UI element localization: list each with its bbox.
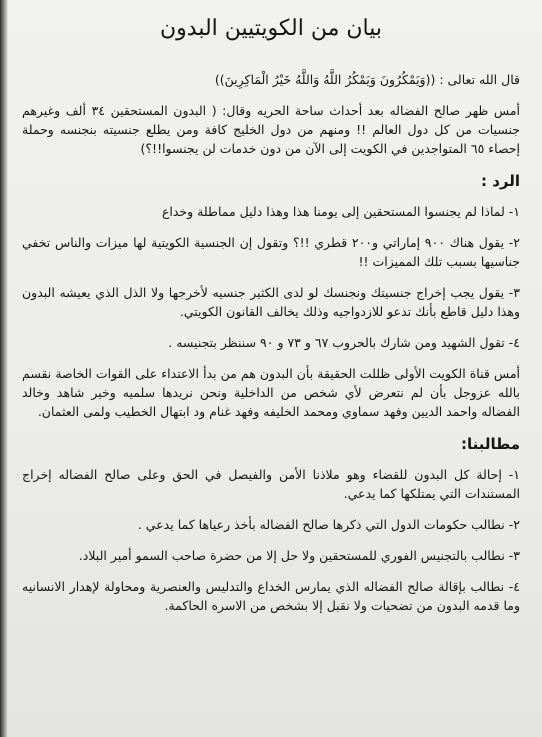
intro-paragraph: أمس ظهر صالح الفضاله بعد أحداث ساحة الحريه وقال: ( البدون المستحقين ٣٤ ألف وغيرهم جنسيات من كل دول العالم !! ومنهم من دول الخليج كافة ومن يطلع جنسيته بنجنسه وحملة إحصاء ٦٥ المتواجدين في الكويت إلى الآن من دون خدمات لن يجنسوا!!؟) [22, 103, 520, 156]
page-edge-shadow [0, 0, 8, 737]
demand-item-2: ٢- نطالب حكومات الدول التي ذكرها صالح الفضاله بأخذ رعياها كما يدعي . [137, 517, 520, 532]
reply-heading: الرد : [480, 172, 520, 190]
demand-item-1: ١- إحالة كل البدون للقضاء وهو ملاذنا الأمن والفيصل في الحق وعلى صالح الفضاله إخراج المستندات التي يمتلكها كما يدعي. [22, 467, 520, 501]
demand-item-3: ٣- نطالب بالتجنيس الفوري للمستحقين ولا حل إلا من حضرة صاحب السمو أمير البلاد. [78, 548, 520, 563]
demands-heading: مطالبنا: [460, 435, 520, 453]
document-body [22, 70, 520, 615]
demand-item-4: ٤- نطالب بإقالة صالح الفضاله الذي يمارس الخداع والتدليس والعنصرية ومحاولة لإهدار الانسانيه وما قدمه البدون من تضحيات ولا نقبل إلا بشخص من الاسره الحاكمة. [22, 579, 520, 613]
reply-item-4: ٤- تقول الشهيد ومن شارك بالحروب ٦٧ و ٧٣ و ٩٠ سننظر بتجنيسه . [168, 335, 520, 350]
reply-item-2: ٢- يقول هناك ٩٠٠ إماراتي و٢٠٠ قطري !!؟ وتقول إن الجنسية الكويتية لها ميزات والناس تخفي جناسيها بسبب تلك المميزات !! [22, 235, 520, 269]
document-title: بيان من الكويتيين البدون [159, 16, 383, 41]
quran-quote: قال الله تعالى : ((وَيَمْكُرُونَ وَيَمْكُرُ اللَّهُ وَاللَّهُ خَيْرُ الْمَاكِرِينَ)) [214, 72, 520, 87]
reply-item-3: ٣- يقول يجب إخراج جنسيتك ونجنسك لو لدى الكثير جنسيه لأخرجها ولا الذل الذي يعيشه البدون وهذا دليل قاطع بأنك تدعو للازدواجيه وذلك يخالف القانون الكويتي. [22, 285, 520, 319]
reply-item-1: ١- لماذا لم يجنسوا المستحقين إلى يومنا هذا وهذا دليل مماطلة وخداع [161, 204, 520, 219]
statement-paragraph: أمس قناة الكويت الأولى ظللت الحقيقة بأن البدون هم من بدأ الاعتداء على القوات الخاصة نقسم بالله عزوجل بأن لم نتعرض لأي شخص من الداخلية ونحن نريدها سلميه وخير شاهد وخالد الفضاله واحمد الديين وفهد سماوي ومحمد الخليفه وفهد غنام ود ابتهال الخطيب ولمى العثمان. [22, 366, 520, 419]
